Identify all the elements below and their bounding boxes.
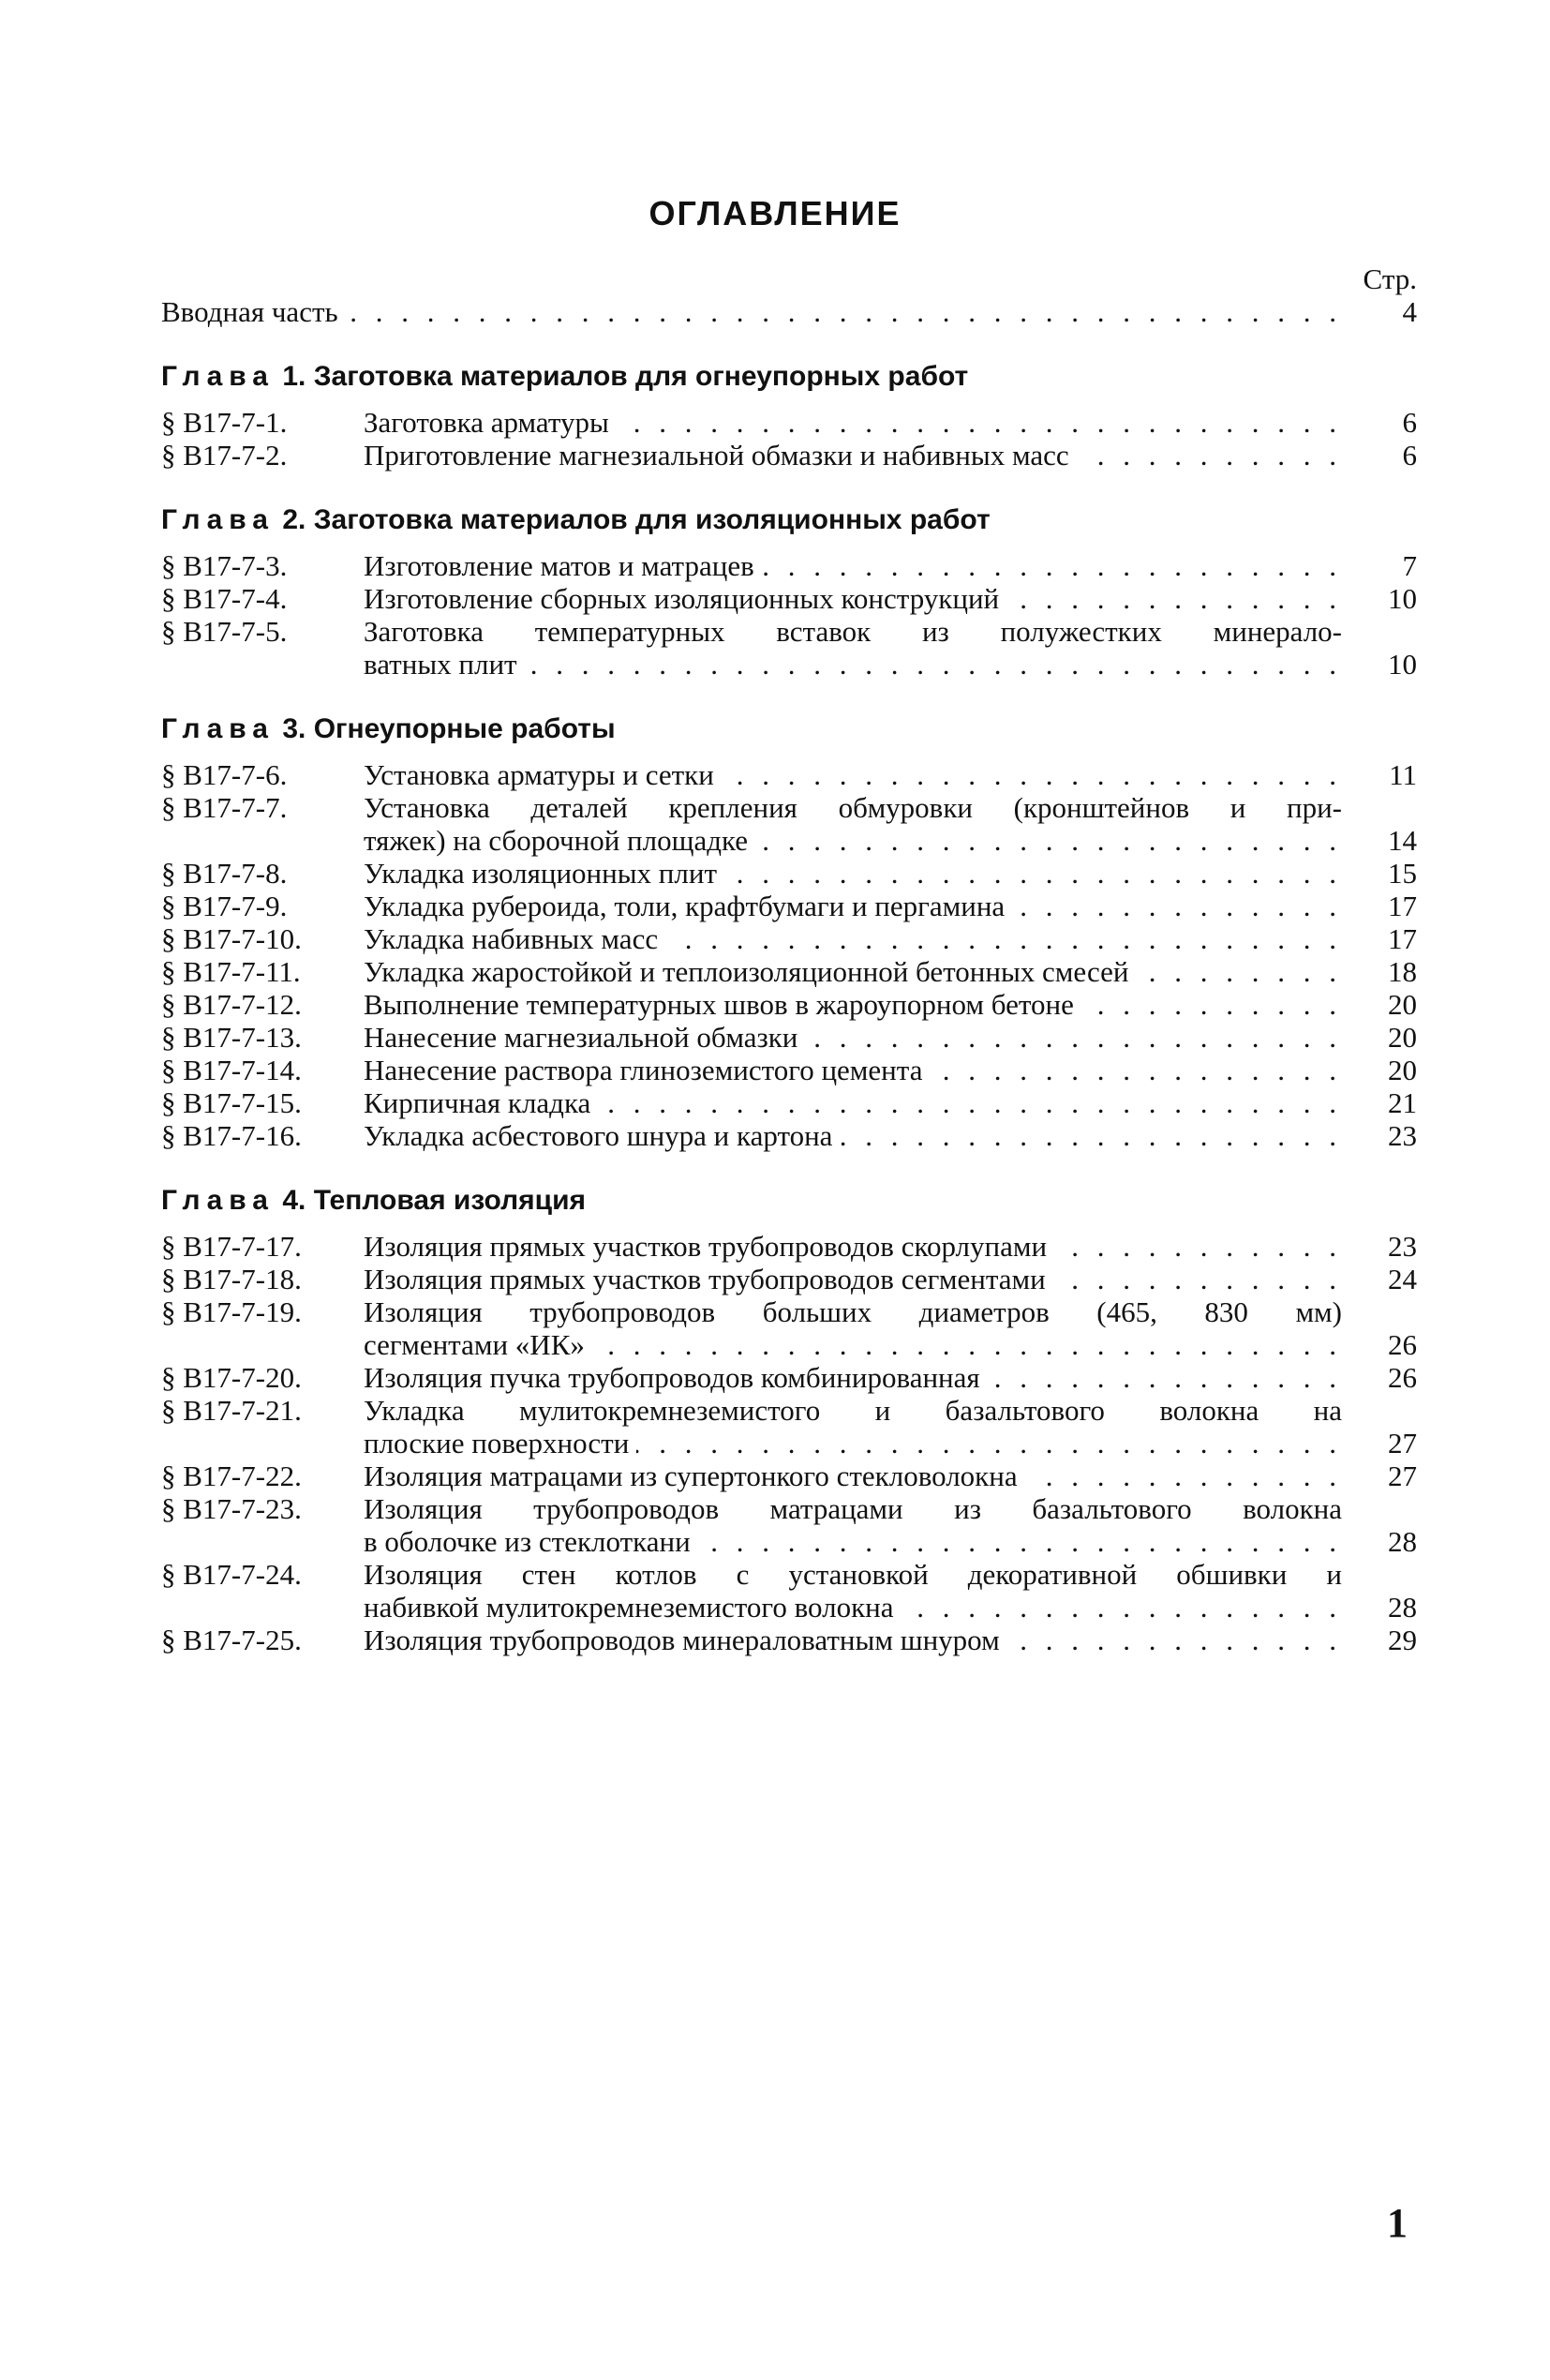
toc-entry-title: Заготовка арматуры: [364, 406, 617, 439]
toc-entry-page: 26: [1388, 1361, 1417, 1394]
toc-entry-page: 29: [1388, 1624, 1417, 1656]
toc-entry[interactable]: [161, 549, 1417, 582]
toc-entry-title: Кирпичная кладка: [364, 1086, 598, 1119]
toc-entry-title-continued: тяжек) на сборочной площадке: [364, 824, 755, 857]
toc-entry[interactable]: [161, 439, 1417, 472]
toc-entry[interactable]: [161, 1558, 1417, 1624]
toc-entry[interactable]: [161, 1624, 1417, 1656]
section-number: § В17-7-13.: [161, 1021, 302, 1054]
chapter-label: Глава: [161, 1185, 275, 1216]
section-number: § В17-7-19.: [161, 1295, 302, 1328]
toc-entry-title: Установка арматуры и сетки: [364, 758, 722, 791]
section-number: § В17-7-3.: [161, 549, 288, 582]
toc-entry-title: Нанесение раствора глиноземистого цемента: [364, 1054, 930, 1086]
toc-entry-title-continued: набивкой мулитокремнеземистого волокна: [364, 1591, 902, 1624]
chapter-title: Заготовка материалов для изоляционных работ: [313, 504, 991, 535]
toc-entry-page: 27: [1388, 1427, 1417, 1459]
toc-entry-page: 20: [1388, 988, 1417, 1021]
toc-entry-page: 4: [1402, 295, 1417, 328]
page-number: 1: [1387, 2200, 1408, 2246]
toc-entry[interactable]: [161, 890, 1417, 922]
chapter-heading[interactable]: [161, 503, 1417, 536]
section-number: § В17-7-17.: [161, 1230, 302, 1263]
toc-entry-title: Укладка асбестового шнура и картона: [364, 1119, 840, 1152]
section-number: § В17-7-20.: [161, 1361, 302, 1394]
toc-entry-title: Изоляция прямых участков трубопроводов сегментами: [364, 1263, 1053, 1295]
toc-entry-title: Изоляция пучка трубопроводов комбинированная: [364, 1361, 988, 1394]
toc-entry-page: 28: [1388, 1591, 1417, 1624]
page-column-header: Стр.: [1363, 262, 1417, 295]
toc-entry-page: 23: [1388, 1230, 1417, 1263]
toc-entry-page: 6: [1402, 439, 1417, 472]
toc-entry-title: Вводная часть: [161, 295, 346, 328]
toc-entry[interactable]: [161, 1459, 1417, 1492]
toc-entry-title: Укладка мулитокремнеземистого и базальтового волокна на: [364, 1394, 1342, 1427]
toc-entry-page: 6: [1402, 406, 1417, 439]
chapter-title: Тепловая изоляция: [313, 1185, 587, 1216]
page-title: ОГЛАВЛЕНИЕ: [648, 194, 902, 232]
chapter-label: Глава: [161, 713, 275, 744]
toc-entry[interactable]: [161, 1021, 1417, 1054]
toc-entry-title: Заготовка температурных вставок из полужестких минерало-: [364, 615, 1342, 648]
toc-entry-page: 15: [1388, 857, 1417, 890]
toc-entry[interactable]: [161, 955, 1417, 988]
toc-entry-title: Укладка рубероида, толи, крафтбумаги и пергамина: [364, 890, 1012, 922]
toc-entry-page: 11: [1389, 758, 1417, 791]
chapter-heading[interactable]: [161, 712, 1417, 745]
table-of-contents: [161, 262, 1417, 1656]
toc-entry-page: 23: [1388, 1119, 1417, 1152]
toc-entry[interactable]: [161, 758, 1417, 791]
toc-entry-title: Изготовление матов и матрацев: [364, 549, 762, 582]
section-number: § В17-7-8.: [161, 857, 288, 890]
section-number: § В17-7-22.: [161, 1459, 302, 1492]
toc-entry[interactable]: [161, 582, 1417, 615]
section-number: § В17-7-10.: [161, 922, 302, 955]
chapter-number: 4.: [282, 1185, 306, 1216]
toc-entry-page: 18: [1388, 955, 1417, 988]
chapter-title: Огнеупорные работы: [313, 713, 616, 744]
toc-entry[interactable]: [161, 791, 1417, 857]
toc-entry-page: 10: [1388, 582, 1417, 615]
toc-entry[interactable]: [161, 857, 1417, 890]
toc-entry-title: Изготовление сборных изоляционных конструкций: [364, 582, 1006, 615]
toc-entry[interactable]: [161, 922, 1417, 955]
toc-entry-title: Выполнение температурных швов в жароупорном бетоне: [364, 988, 1081, 1021]
toc-entry-page: 7: [1402, 549, 1417, 582]
toc-entry-page: 28: [1388, 1525, 1417, 1558]
toc-entry-title: Изоляция трубопроводов больших диаметров (465, 830 мм): [364, 1295, 1342, 1328]
section-number: § В17-7-24.: [161, 1558, 302, 1591]
toc-entry[interactable]: [161, 1394, 1417, 1459]
chapter-title: Заготовка материалов для огнеупорных работ: [313, 361, 969, 392]
toc-entry-title: Приготовление магнезиальной обмазки и набивных масс: [364, 439, 1077, 472]
section-number: § В17-7-21.: [161, 1394, 302, 1427]
chapter-heading[interactable]: [161, 1184, 1417, 1217]
chapter-number: 2.: [282, 504, 306, 535]
section-number: § В17-7-6.: [161, 758, 288, 791]
toc-entry[interactable]: [161, 1230, 1417, 1263]
toc-entry-title: Изоляция трубопроводов минераловатным шнуром: [364, 1624, 1007, 1656]
toc-entry[interactable]: [161, 1492, 1417, 1558]
toc-entry-intro[interactable]: [161, 295, 1417, 328]
toc-entry-page: 17: [1388, 922, 1417, 955]
toc-entry[interactable]: [161, 1295, 1417, 1361]
chapter-heading[interactable]: [161, 360, 1417, 393]
toc-entry-title: Изоляция прямых участков трубопроводов скорлупами: [364, 1230, 1054, 1263]
toc-entry-title: Изоляция трубопроводов матрацами из базальтового волокна: [364, 1492, 1342, 1525]
section-number: § В17-7-14.: [161, 1054, 302, 1086]
section-number: § В17-7-7.: [161, 791, 288, 824]
toc-entry-title: Укладка изоляционных плит: [364, 857, 724, 890]
toc-entry-title: Изоляция матрацами из супертонкого стекловолокна: [364, 1459, 1025, 1492]
toc-entry[interactable]: [161, 1119, 1417, 1152]
section-number: § В17-7-5.: [161, 615, 288, 648]
section-number: § В17-7-12.: [161, 988, 302, 1021]
toc-entry-page: 24: [1388, 1263, 1417, 1295]
section-number: § В17-7-9.: [161, 890, 288, 922]
chapter-label: Глава: [161, 504, 275, 535]
toc-entry[interactable]: [161, 1054, 1417, 1086]
chapter-number: 3.: [282, 713, 306, 744]
toc-entry-page: 20: [1388, 1054, 1417, 1086]
section-number: § В17-7-11.: [161, 955, 301, 988]
toc-entry[interactable]: [161, 1086, 1417, 1119]
toc-entry-title: Укладка жаростойкой и теплоизоляционной бетонных смесей: [364, 955, 1136, 988]
toc-entry[interactable]: [161, 1361, 1417, 1394]
section-number: § В17-7-2.: [161, 439, 288, 472]
section-number: § В17-7-25.: [161, 1624, 302, 1656]
section-number: § В17-7-1.: [161, 406, 288, 439]
toc-entry-title: Укладка набивных масс: [364, 922, 665, 955]
toc-entry-page: 10: [1388, 648, 1417, 681]
toc-entry-title-continued: сегментами «ИК»: [364, 1328, 592, 1361]
chapter-number: 1.: [282, 361, 306, 392]
section-number: § В17-7-16.: [161, 1119, 302, 1152]
toc-entry-title: Установка деталей крепления обмуровки (кронштейнов и при-: [364, 791, 1342, 824]
chapters-container: [161, 360, 1417, 1656]
toc-entry[interactable]: [161, 1263, 1417, 1295]
section-number: § В17-7-15.: [161, 1086, 302, 1119]
section-number: § В17-7-18.: [161, 1263, 302, 1295]
section-number: § В17-7-23.: [161, 1492, 302, 1525]
toc-entry-title: Изоляция стен котлов с установкой декоративной обшивки и: [364, 1558, 1342, 1591]
toc-entry-title-continued: ватных плит: [364, 648, 525, 681]
toc-entry-page: 17: [1388, 890, 1417, 922]
toc-entry[interactable]: [161, 988, 1417, 1021]
toc-entry-page: 14: [1388, 824, 1417, 857]
section-number: § В17-7-4.: [161, 582, 288, 615]
toc-entry-page: 26: [1388, 1328, 1417, 1361]
toc-entry-title: Нанесение магнезиальной обмазки: [364, 1021, 805, 1054]
toc-entry-page: 21: [1388, 1086, 1417, 1119]
toc-entry-page: 20: [1388, 1021, 1417, 1054]
toc-entry-title-continued: в оболочке из стеклоткани: [364, 1525, 698, 1558]
chapter-label: Глава: [161, 361, 275, 392]
toc-entry[interactable]: [161, 406, 1417, 439]
toc-entry[interactable]: [161, 615, 1417, 681]
toc-entry-title-continued: плоские поверхности: [364, 1427, 636, 1459]
toc-entry-page: 27: [1388, 1459, 1417, 1492]
